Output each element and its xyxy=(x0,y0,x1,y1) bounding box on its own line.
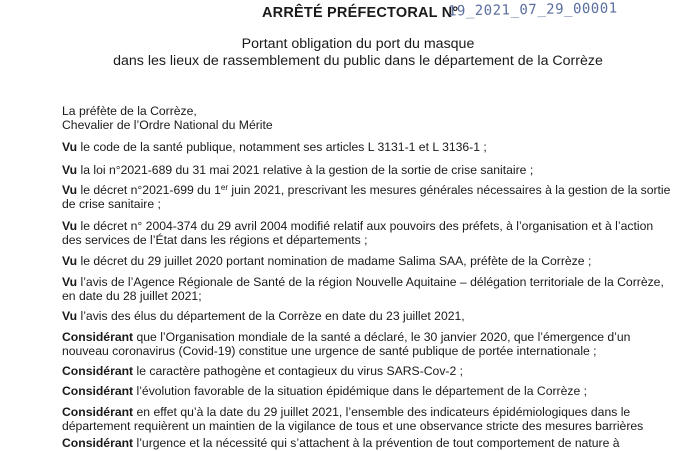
visa-text: juin 2021, prescrivant les mesures générales nécessaires à la gestion de la sortie xyxy=(228,183,671,197)
visa-paragraph-3 xyxy=(62,183,670,198)
visa-keyword: Vu xyxy=(62,140,78,154)
visa-text: le code de la santé publique, notamment ses articles L 3131-1 et L 3136-1 ; xyxy=(77,140,487,154)
considerant-paragraph-1-cont: nouveau coronavirus (Covid-19) constitue une urgence de santé publique de portée internationale ; xyxy=(62,344,597,358)
considerant-keyword: Considérant xyxy=(62,330,134,344)
considerant-paragraph-4 xyxy=(62,405,630,420)
visa-paragraph-5 xyxy=(62,254,591,269)
considerant-paragraph-4-cont: département requièrent un maintien de la vigilance de tous et une observance stricte des mesures barrières xyxy=(62,419,644,433)
considerant-paragraph-5 xyxy=(62,436,620,451)
considerant-paragraph-3 xyxy=(62,384,587,399)
considerant-text: que l’Organisation mondiale de la santé a déclaré, le 30 janvier 2020, que l’émergence d’un xyxy=(133,330,631,344)
visa-text: la loi n°2021-689 du 31 mai 2021 relative à la gestion de la sortie de crise sanitaire ; xyxy=(77,163,534,177)
visa-paragraph-4 xyxy=(62,219,653,234)
subtitle-line-1: Portant obligation du port du masque xyxy=(241,36,475,52)
considerant-text: l’évolution favorable de la situation épidémique dans le département de la Corrèze ; xyxy=(133,384,588,398)
considerant-keyword: Considérant xyxy=(62,436,134,450)
document-title: ARRÊTÉ PRÉFECTORAL N° xyxy=(262,5,459,21)
visa-text: le décret n°2021-699 du 1 xyxy=(77,183,221,197)
subtitle-line-2: dans les lieux de rassemblement du public dans le département de la Corrèze xyxy=(113,53,603,69)
visa-keyword: Vu xyxy=(62,183,78,197)
considerant-keyword: Considérant xyxy=(62,384,134,398)
visa-text: le décret n° 2004-374 du 29 avril 2004 modifié relatif aux pouvoirs des préfets, à l’organisation et à l’action xyxy=(77,219,654,233)
visa-keyword: Vu xyxy=(62,219,78,233)
visa-keyword: Vu xyxy=(62,163,78,177)
visa-text: le décret du 29 juillet 2020 portant nomination de madame Salima SAA, préfète de la Corrèze ; xyxy=(77,254,592,268)
considerant-paragraph-1 xyxy=(62,330,630,345)
visa-keyword: Vu xyxy=(62,309,78,323)
signatory-title: La préfète de la Corrèze, xyxy=(62,104,197,118)
considerant-paragraph-2 xyxy=(62,364,463,379)
visa-paragraph-1 xyxy=(62,140,487,155)
considerant-text: en effet qu’à la date du 29 juillet 2021, l’ensemble des indicateurs épidémiologiques dans le xyxy=(133,405,631,419)
visa-paragraph-6 xyxy=(62,275,664,290)
visa-paragraph-4-cont: des services de l’État dans les régions et départements ; xyxy=(62,233,368,247)
visa-text: l’avis des élus du département de la Corrèze en date du 23 juillet 2021, xyxy=(77,309,465,323)
ordinal-superscript: er xyxy=(220,183,229,192)
considerant-text: le caractère pathogène et contagieux du virus SARS-Cov-2 ; xyxy=(133,364,464,378)
visa-paragraph-7 xyxy=(62,309,465,324)
handwritten-decree-number: 19_2021_07_29_00001 xyxy=(447,0,618,20)
considerant-keyword: Considérant xyxy=(62,405,134,419)
visa-keyword: Vu xyxy=(62,275,78,289)
visa-paragraph-2 xyxy=(62,163,533,178)
visa-paragraph-3-cont: de crise sanitaire ; xyxy=(62,197,161,211)
visa-paragraph-6-cont: en date du 28 juillet 2021; xyxy=(62,289,202,303)
visa-keyword: Vu xyxy=(62,254,78,268)
signatory-distinction: Chevalier de l’Ordre National du Mérite xyxy=(62,118,273,132)
considerant-text: l’urgence et la nécessité qui s’attachent à la prévention de tout comportement de nature à xyxy=(133,436,620,450)
visa-text: l’avis de l’Agence Régionale de Santé de la région Nouvelle Aquitaine – délégation territoriale de la Corrèze, xyxy=(77,275,664,289)
considerant-keyword: Considérant xyxy=(62,364,134,378)
